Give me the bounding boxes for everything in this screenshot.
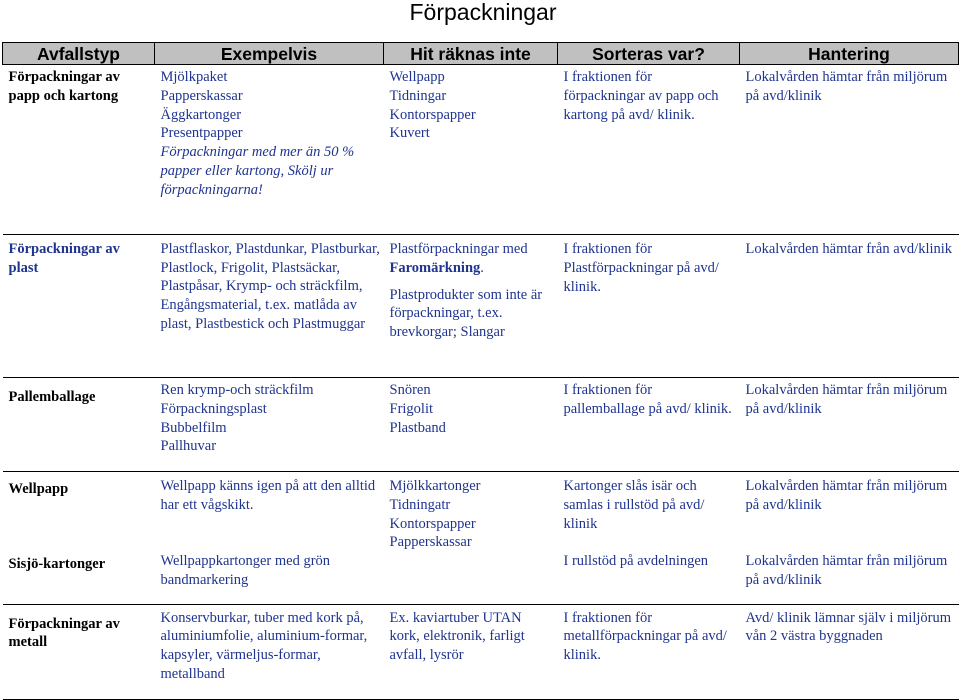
not-included-item: Papperskassar [389,534,472,551]
example-item: Papperskassar [160,87,243,104]
not-included-text: Plastprodukter som inte är förpackningar, t.ex. brevkorgar; Slangar [389,286,543,341]
header-avfallstyp: Avfallstyp [3,43,155,65]
row-type: Pallemballage [8,389,96,405]
examples-text: Wellpappkartonger med grön bandmarkering [160,553,331,588]
handling: Lokalvården hämtar från miljörum på avd/klinik [745,382,948,417]
table-row [3,65,959,235]
page-title: Förpackningar [409,0,557,25]
header-sorteras-var: Sorteras var? [558,43,740,65]
row-type: Förpackningar av papp och kartong [8,69,120,104]
faromarkning-label: Faromärkning [389,259,481,276]
not-included-item: Kontorspapper [389,515,476,532]
example-item: Presentpapper [160,125,243,142]
example-note: Förpackningar med mer än 50 % papper eller kartong, Skölj ur förpackningarna! [160,144,355,198]
not-included-item: Tidningatr [389,496,451,513]
table-row [3,378,959,472]
example-item: Förpackningsplast [160,400,267,417]
table-row [3,235,959,378]
row-type: Sisjö-kartonger [8,556,106,573]
handling: Avd/ klinik lämnar själv i miljörum vån 2 västra byggnaden [745,609,952,645]
not-included-item: Tidningar [389,87,447,104]
example-item: Äggkartonger [160,106,242,123]
examples-text: Plastflaskor, Plastdunkar, Plastburkar, Plastlock, Frigolit, Plastsäckar, Plastpåsar, Krymp- och sträckfilm, Engångsmaterial, t.ex. matlåda av plast, Plastbestick och Plastmuggar [160,241,380,332]
row-type: Wellpapp [8,481,69,497]
not-included-item: Snören [389,382,431,398]
sorted-where: I fraktionen för pallemballage på avd/ klinik. [563,382,732,417]
example-item: Bubbelfilm [160,419,227,436]
example-item: Pallhuvar [160,438,217,455]
waste-sorting-table [2,42,959,700]
handling: Lokalvården hämtar från avd/klinik [745,241,953,257]
example-item: Ren krymp-och sträckfilm [160,382,314,398]
table-header-row [3,43,959,65]
sorted-where: I rullstöd på avdelningen [563,553,709,570]
table-row [3,604,959,699]
table-row [3,472,959,553]
row-type: Förpackningar av metall [8,615,120,651]
sorted-where: I fraktionen för Plastförpackningar på avd/ klinik. [563,241,719,295]
header-exempelvis: Exempelvis [155,43,384,65]
header-hantering: Hantering [740,43,959,65]
not-included-text: Ex. kaviartuber UTAN kork, elektronik, farligt avfall, lysrör [389,609,525,664]
examples-text: Konservburkar, tuber med kork på, aluminiumfolie, aluminium-formar, kapsyler, värmeljus-formar, metallband [160,609,368,683]
handling: Lokalvården hämtar från miljörum på avd/klinik [745,478,948,513]
examples-text: Wellpapp känns igen på att den alltid har ett vågskikt. [160,478,376,513]
not-included-item: Mjölkkartonger [389,478,481,494]
table-row [3,552,959,604]
not-included-text: Plastförpackningar med Faromärkning. [389,241,528,276]
example-item: Mjölkpaket [160,69,228,85]
not-included-item: Kuvert [389,125,430,142]
sorted-where: I fraktionen för förpackningar av papp och kartong på avd/ klinik. [563,69,719,123]
header-hit-raknas-inte: Hit räknas inte [384,43,558,65]
handling: Lokalvården hämtar från miljörum på avd/klinik [745,69,948,104]
handling: Lokalvården hämtar från miljörum på avd/klinik [745,553,948,588]
not-included-item: Plastband [389,419,446,436]
row-type: Förpackningar av plast [8,241,120,276]
sorted-where: Kartonger slås isär och samlas i rullstöd på avd/ klinik [563,478,705,532]
not-included-item: Frigolit [389,400,434,417]
not-included-item: Wellpapp [389,69,445,85]
sorted-where: I fraktionen för metallförpackningar på avd/ klinik. [563,609,727,664]
not-included-item: Kontorspapper [389,106,476,123]
